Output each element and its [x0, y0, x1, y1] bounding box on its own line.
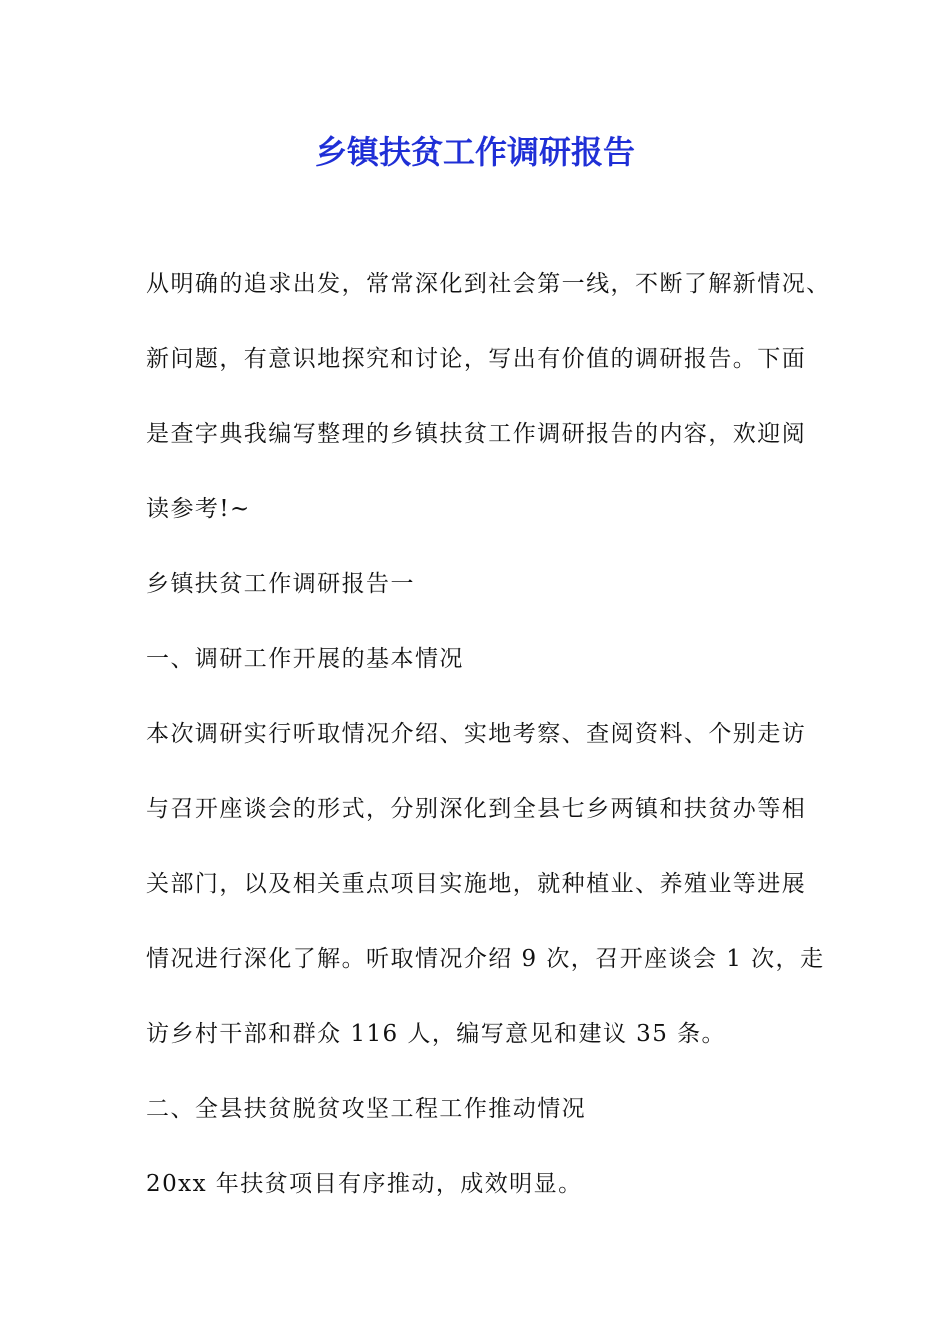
intro-line-1: 从明确的追求出发，常常深化到社会第一线，不断了解新情况、: [146, 271, 831, 297]
intro-line-2: 新问题，有意识地探究和讨论，写出有价值的调研报告。下面: [146, 346, 807, 372]
document-title: 乡镇扶贫工作调研报告: [314, 133, 635, 171]
body-line-3: 关部门，以及相关重点项目实施地，就种植业、养殖业等进展: [146, 871, 807, 897]
body-line-5: 访乡村干部和群众 116 人，编写意见和建议 35 条。: [146, 1021, 727, 1047]
body-line-1: 本次调研实行听取情况介绍、实地考察、查阅资料、个别走访: [146, 721, 807, 747]
body-line-2: 与召开座谈会的形式，分别深化到全县七乡两镇和扶贫办等相: [146, 796, 807, 822]
section-title: 乡镇扶贫工作调研报告一: [146, 571, 415, 597]
body-line-4: 情况进行深化了解。听取情况介绍 9 次，召开座谈会 1 次，走: [146, 946, 825, 972]
intro-line-4: 读参考!~: [146, 496, 251, 522]
intro-line-3: 是查字典我编写整理的乡镇扶贫工作调研报告的内容，欢迎阅: [146, 421, 807, 447]
body-line-6: 20xx 年扶贫项目有序推动，成效明显。: [146, 1171, 583, 1197]
heading-two: 二、全县扶贫脱贫攻坚工程工作推动情况: [146, 1096, 587, 1122]
heading-one: 一、调研工作开展的基本情况: [146, 646, 464, 672]
